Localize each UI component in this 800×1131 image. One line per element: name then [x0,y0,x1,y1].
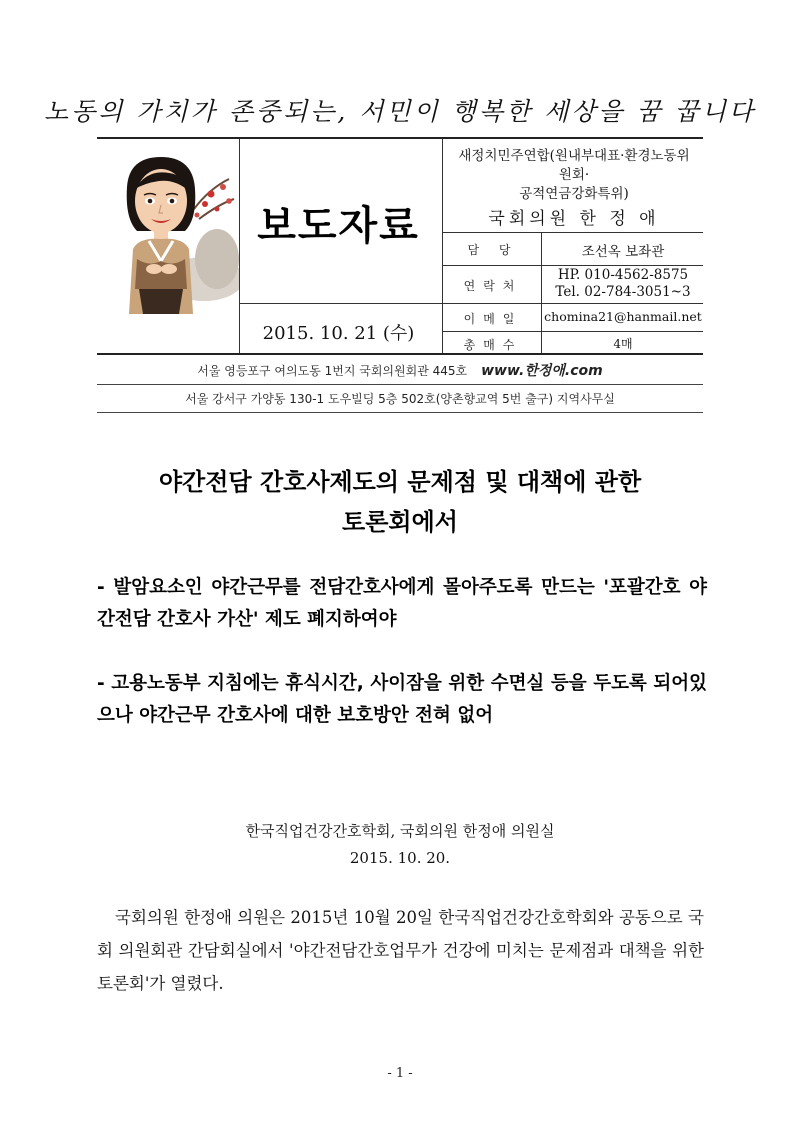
representative-affiliation [445,147,703,204]
affiliation-line: 공적연금강화특위) [519,186,629,202]
headline [60,462,740,542]
contact-phone-office: Tel. 02-784-3051~3 [555,284,691,300]
affiliation-line: 새정치민주연합(원내부대표·환경노동위 [458,148,690,164]
event-date: 2015. 10. 20. [349,849,451,867]
press-release-title: 보도자료 [257,203,420,249]
subheadline-bullet: - 발암요소인 야간근무를 전담간호사에게 몰아주도록 만드는 '포괄간호 야간전담 간호사 가산' 제도 폐지하여야 [97,577,707,630]
local-office-address: 서울 강서구 가양동 130-1 도우빌딩 5층 502호(양촌향교역 5번 출구) 지역사무실 [185,392,615,406]
seoul-office-address [97,360,703,380]
slogan: 노동의 가치가 존중되는, 서민이 행복한 세상을 꿈 꿉니다 [43,97,757,126]
lawmaker-caricature-image [99,149,239,314]
website-link[interactable]: www.한정애.com [481,363,603,379]
email-value: chomina21@hanmail.net [544,309,702,324]
headline-line: 토론회에서 [342,508,458,536]
page-count-value: 4매 [613,337,633,351]
contact-phone-mobile: HP. 010-4562-8575 [557,267,689,283]
email-label: 이메일 [463,312,523,326]
contact-person-value: 조선옥 보좌관 [581,244,665,260]
press-release-header [97,137,703,355]
body-paragraph: 국회의원 한정애 의원은 2015년 10월 20일 한국직업건강간호학회와 공동으로 국회 의원회관 간담회실에서 '야간전담간호업무가 건강에 미치는 문제점과 대책을 위한 토론회'가 열렸다. [97,908,704,993]
contact-label: 연락처 [463,279,523,293]
headline-line: 야간전담 간호사제도의 문제점 및 대책에 관한 [158,468,642,496]
office-address: 서울 영등포구 여의도동 1번지 국회의원회관 445호 [197,364,468,378]
release-date: 2015. 10. 21 (수) [262,323,415,344]
representative-name: 국회의원 한 정 애 [488,209,660,229]
page-count-label: 총매수 [463,338,523,352]
affiliation-line: 원회· [558,167,590,183]
contact-person-label: 담 당 [467,243,519,257]
organizer-line: 한국직업건강간호학회, 국회의원 한정애 의원실 [245,822,555,840]
page-number: - 1 - [387,1066,413,1081]
subheadline-bullet: - 고용노동부 지침에는 휴식시간, 사이잠을 위한 수면실 등을 두도록 되어있으나 야간근무 간호사에 대한 보호방안 전혀 없어 [97,673,707,726]
